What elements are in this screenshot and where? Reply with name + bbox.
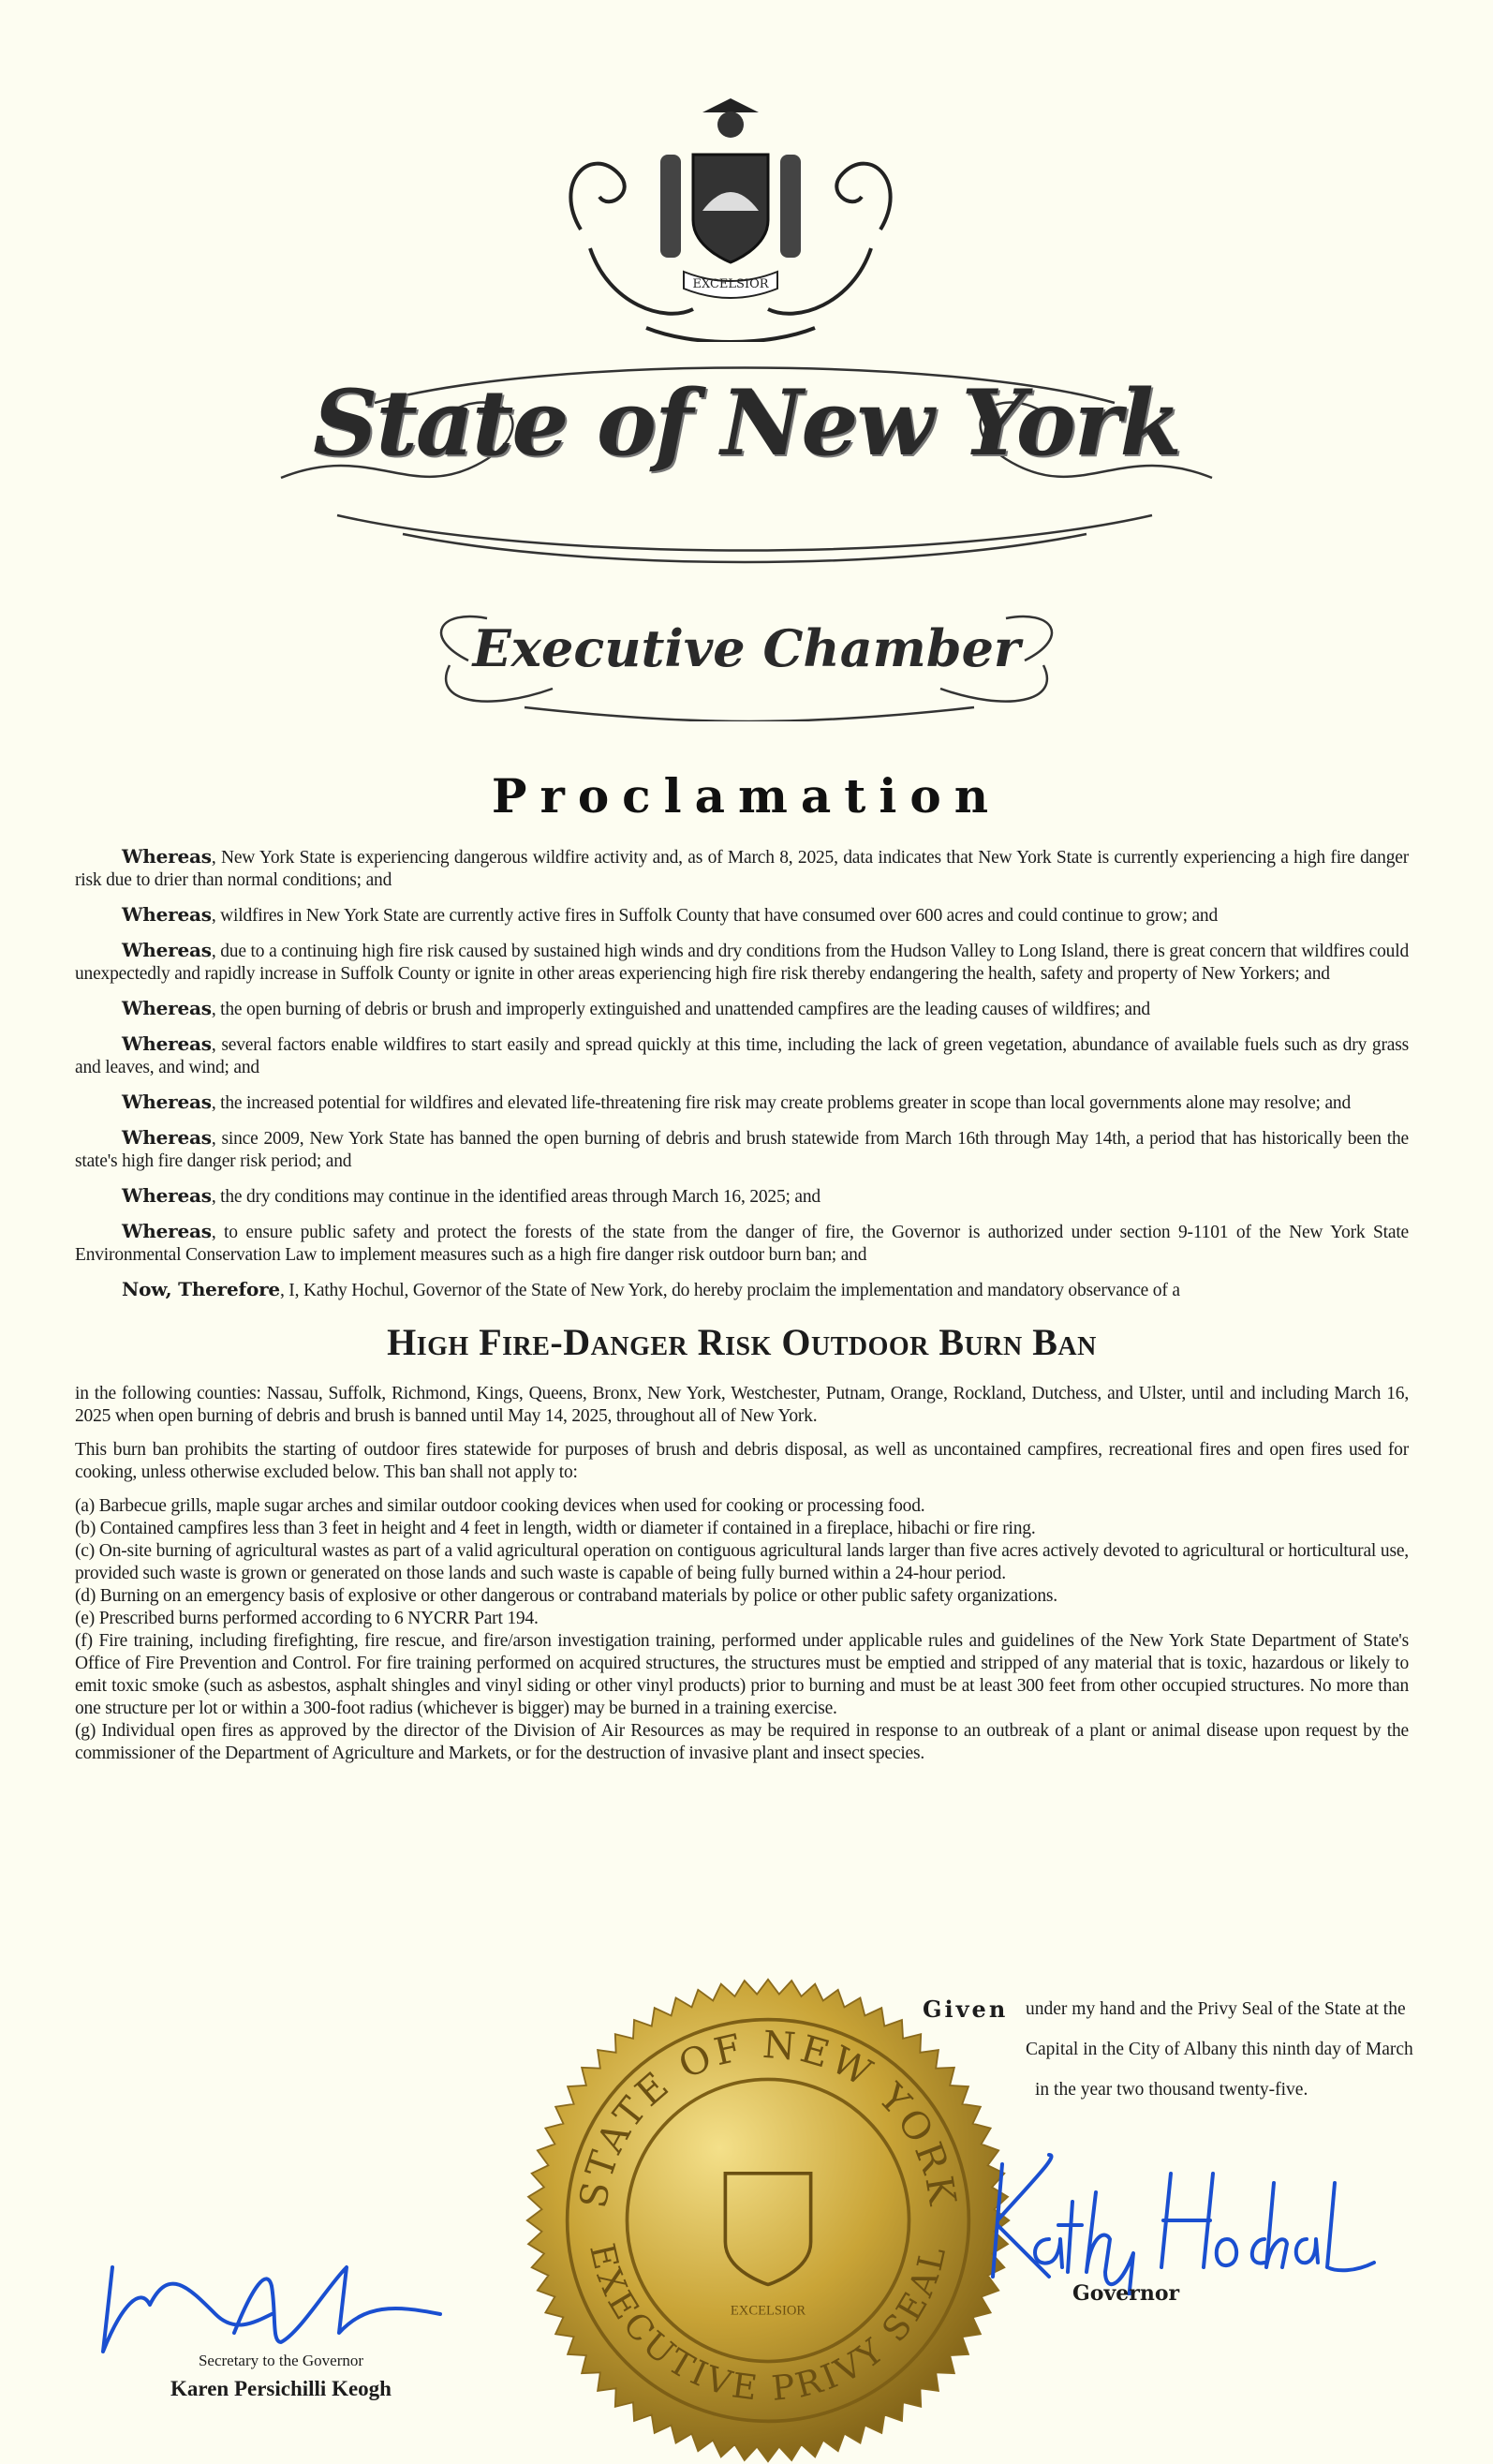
clause-lead: Now, Therefore <box>122 1278 280 1300</box>
whereas-clause <box>75 845 1409 892</box>
governor-signature <box>983 2136 1377 2295</box>
clause-lead: Whereas <box>122 1184 212 1207</box>
clause-lead: Whereas <box>122 939 212 961</box>
clause-lead: Whereas <box>122 903 212 926</box>
motto-banner: EXCELSIOR <box>692 277 769 291</box>
whereas-clause <box>75 1091 1409 1115</box>
prohibition-paragraph: This burn ban prohibits the starting of outdoor fires statewide for purposes of brush and debris disposal, as well as uncontained campfires, recreational fires and open fires used for cooking, unless otherwise excluded below. This ban shall not apply to: <box>75 1440 1409 1482</box>
whereas-clause <box>75 903 1409 928</box>
clause-lead: Whereas <box>122 1032 212 1055</box>
clause-lead: Whereas <box>122 997 212 1019</box>
ban-title: High Fire-Danger Risk Outdoor Burn Ban <box>387 1321 1097 1363</box>
given-line: in the year two thousand twenty-five. <box>1035 2080 1308 2100</box>
exception-item: (a) Barbecue grills, maple sugar arches and similar outdoor cooking devices when used for cooking or processing food. <box>75 1496 925 1516</box>
given-label: Given <box>923 1996 1009 2023</box>
clause-text: , the dry conditions may continue in the identified areas through March 16, 2025; and <box>211 1187 820 1207</box>
secretary-title: Secretary to the Governor <box>198 2352 364 2369</box>
clause-text: , I, Kathy Hochul, Governor of the State of New York, do hereby proclaim the implementation and mandatory observance of a <box>279 1281 1180 1300</box>
secretary-name: Karen Persichilli Keogh <box>170 2377 392 2400</box>
clause-text: , due to a continuing high fire risk caused by sustained high winds and dry conditions from the Hudson Valley to Long Island, there is great concern that wildfires could unexpectedly and rapidly increase in Suffolk County or ignite in other areas experiencing high fire risk thereby endangering the health, safety and property of New Yorkers; and <box>75 942 1409 984</box>
whereas-clause <box>75 997 1409 1021</box>
clause-lead: Whereas <box>122 1126 212 1149</box>
therefore-clause <box>75 1278 1409 1302</box>
clause-lead: Whereas <box>122 1091 212 1113</box>
whereas-clause <box>75 1126 1409 1173</box>
exception-item: (e) Prescribed burns performed according to 6 NYCRR Part 194. <box>75 1609 539 1628</box>
state-coat-of-arms <box>553 89 909 342</box>
given-line: under my hand and the Privy Seal of the State at the <box>1026 1999 1406 2019</box>
given-line: Capital in the City of Albany this ninth day of March <box>1026 2040 1413 2059</box>
exception-item: (f) Fire training, including firefighting, fire rescue, and fire/arson investigation training, performed under applicable rules and guidelines of the New York State Department of State's Office of Fire Prevention and Control. For fire training performed on acquired structures, the structures must be emptied and stripped of any material that is toxic, hazardous or likely to emit toxic smoke (such as asbestos, asphalt shingles and vinyl siding or other vinyl products) prior to burning and must be at least 300 feet from other occupied structures. No more than one structure per lot or within a 300-foot radius (whichever is bigger) may be burned in a training exercise. <box>75 1631 1409 1718</box>
seal-bottom-text: EXECUTIVE PRIVY SEAL <box>582 2239 954 2409</box>
clause-text: , the increased potential for wildfires and elevated life-threatening fire risk may create problems greater in scope than local governments alone may resolve; and <box>211 1093 1351 1113</box>
clause-lead: Whereas <box>122 1220 212 1242</box>
governor-title: Governor <box>1072 2281 1180 2306</box>
secretary-signature <box>94 2249 450 2361</box>
exception-item: (b) Contained campfires less than 3 feet in height and 4 feet in length, width or diameter if contained in a fireplace, hibachi or fire ring. <box>75 1519 1036 1538</box>
whereas-clause <box>75 939 1409 986</box>
clause-text: , several factors enable wildfires to start easily and spread quickly at this time, including the lack of green vegetation, abundance of available fuels such as dry grass and leaves, and wind; and <box>75 1035 1409 1077</box>
counties-paragraph: in the following counties: Nassau, Suffolk, Richmond, Kings, Queens, Bronx, New York, Westchester, Putnam, Orange, Rockland, Dutchess, and Ulster, until and including March 16, 2025 when open burning of debris and brush is banned until May 14, 2025, throughout all of New York. <box>75 1384 1409 1426</box>
clause-text: , to ensure public safety and protect the forests of the state from the danger of fire, the Governor is authorized under section 9-1101 of the New York State Environmental Conservation Law to implement measures such as a high fire danger risk outdoor burn ban; and <box>75 1223 1409 1265</box>
whereas-clause <box>75 1220 1409 1267</box>
exception-item: (d) Burning on an emergency basis of explosive or other dangerous or contraband materials by police or other public safety organizations. <box>75 1586 1057 1606</box>
exception-item: (c) On-site burning of agricultural wastes as part of a valid agricultural operation on contiguous agricultural lands larger than five acres actively devoted to agricultural or horticultural use, provided such waste is grown or generated on those lands and such waste is capable of being fully burned within a 24-hour period. <box>75 1541 1409 1583</box>
document-heading: Proclamation <box>491 768 1002 824</box>
whereas-clause <box>75 1184 1409 1209</box>
proclamation-body <box>75 845 1409 1765</box>
state-title: State of New York <box>313 370 1180 476</box>
clause-text: , wildfires in New York State are currently active fires in Suffolk County that have consumed over 600 acres and could continue to grow; and <box>211 906 1219 926</box>
clause-text: , New York State is experiencing dangerous wildfire activity and, as of March 8, 2025, data indicates that New York State is currently experiencing a high fire danger risk due to drier than normal conditions; and <box>75 848 1409 890</box>
clause-text: , since 2009, New York State has banned the open burning of debris and brush statewide from March 16th through May 14th, a period that has historically been the state's high fire danger risk period; and <box>75 1129 1409 1171</box>
exception-item: (g) Individual open fires as approved by the director of the Division of Air Resources as may be required in response to an outbreak of a plant or animal disease upon request by the commissioner of the Department of Agriculture and Markets, or for the destruction of invasive plant and insect species. <box>75 1721 1409 1763</box>
seal-top-text: STATE OF NEW YORK <box>571 2023 965 2212</box>
chamber-title: Executive Chamber <box>472 618 1021 678</box>
seal-motto: EXCELSIOR <box>730 2303 806 2319</box>
clause-text: , the open burning of debris or brush and improperly extinguished and unattended campfires are the leading causes of wildfires; and <box>211 1000 1150 1019</box>
whereas-clause <box>75 1032 1409 1079</box>
clause-lead: Whereas <box>122 845 212 868</box>
executive-privy-seal <box>525 1977 1012 2464</box>
